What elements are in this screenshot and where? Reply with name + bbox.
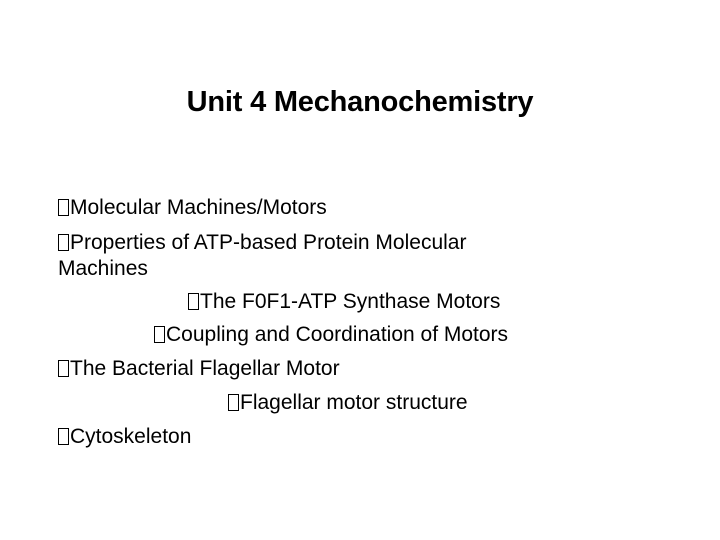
bullet-item <box>188 289 500 315</box>
bullet-text: The F0F1-ATP Synthase Motors <box>200 290 501 313</box>
missing-glyph-box-icon <box>154 326 165 343</box>
missing-glyph-box-icon <box>58 428 69 445</box>
bullet-text: Cytoskeleton <box>70 425 192 448</box>
missing-glyph-box-icon <box>188 293 199 310</box>
bullet-item <box>58 195 327 221</box>
missing-glyph-box-icon <box>58 199 69 216</box>
bullet-text: Molecular Machines/Motors <box>70 196 327 219</box>
slide-title: Unit 4 Mechanochemistry <box>186 86 534 118</box>
bullet-text: Coupling and Coordination of Motors <box>166 323 509 346</box>
bullet-item <box>154 322 508 348</box>
bullet-item <box>58 230 466 282</box>
missing-glyph-box-icon <box>58 234 69 251</box>
missing-glyph-box-icon <box>58 360 69 377</box>
bullet-text: The Bacterial Flagellar Motor <box>70 357 340 380</box>
bullet-item <box>228 390 468 416</box>
bullet-text: Flagellar motor structure <box>240 391 468 414</box>
bullet-text: Properties of ATP-based Protein Molecular <box>70 231 467 254</box>
bullet-item <box>58 356 340 382</box>
missing-glyph-box-icon <box>228 394 239 411</box>
bullet-item <box>58 424 191 450</box>
bullet-text-continuation: Machines <box>58 257 148 280</box>
